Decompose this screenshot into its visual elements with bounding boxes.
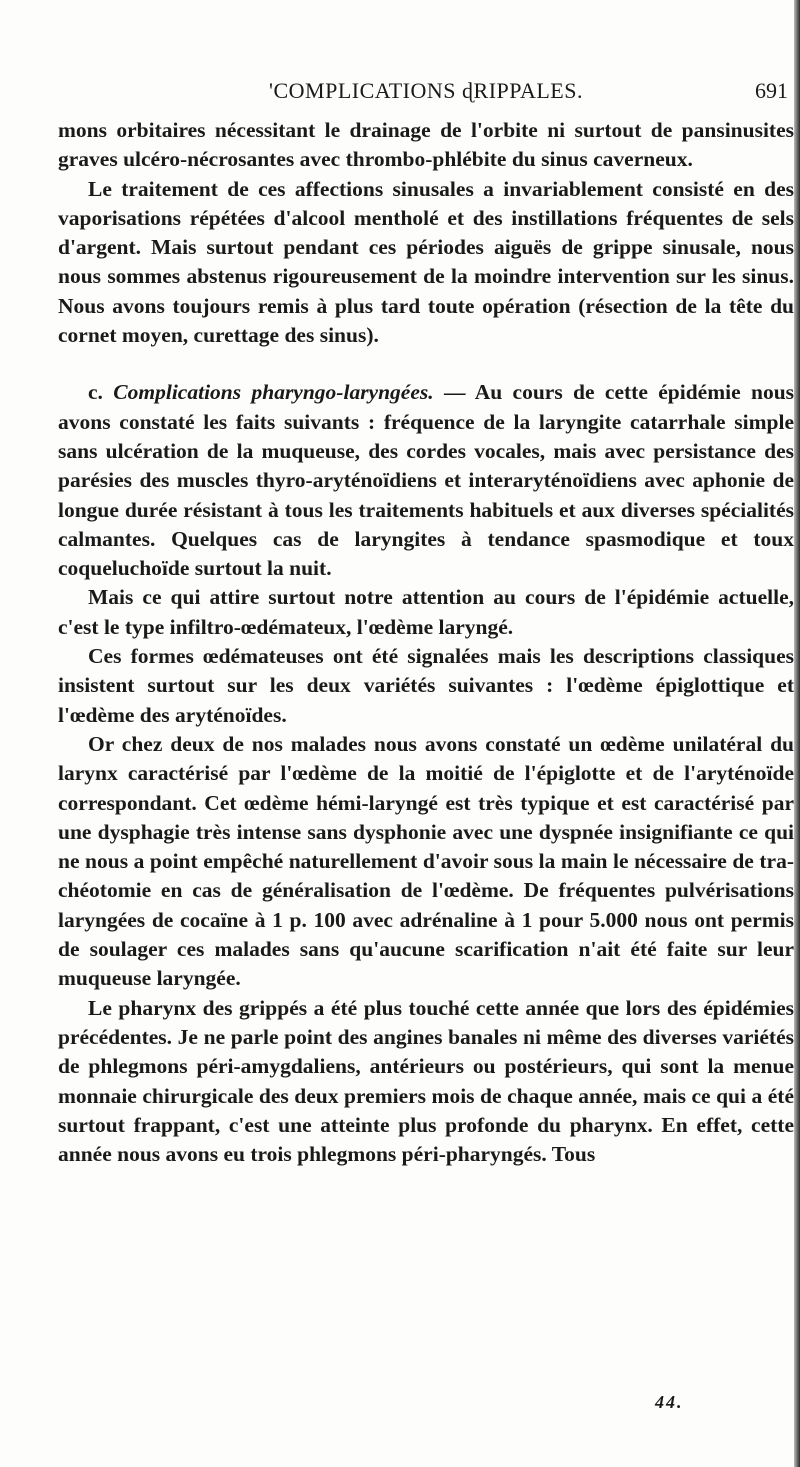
paragraph-3-text: — Au cours de cette épidémie nous avons constaté les faits suivants : fréquence de la laryngite catarrhale simple sans ulcération de la muqueuse, des cordes vocales, mais avec persistance des parésies des muscles thyro-aryténoïdiens et interaryténoïdiens avec aphonie de longue durée résistant à tous les traitements habituels et aux diverses spécialités calmantes. Quelques cas de laryngites à tendance spasmodique et toux coqueluchoïde surtout la nuit.	[58, 380, 795, 581]
paragraph-5: Ces formes œdémateuses ont été signalées mais les descriptions classiques insistent surtout sur les deux variétés suivantes : l'œdème épiglottique et l'œdème des aryténoïdes.	[58, 644, 794, 727]
body-text	[58, 116, 794, 1169]
paragraph-1: mons orbitaires nécessitant le drainage de l'orbite ni surtout de pansinusites graves ulcéro-nécrosantes avec thrombo-phlébite du sinus caverneux.	[58, 118, 794, 172]
page-header	[58, 78, 794, 106]
paragraph-2: Le traitement de ces affections sinusales a invariablement consisté en des vaporisations répétées d'alcool mentholé et des instillations fréquentes de sels d'argent. Mais surtout pendant ces périodes aiguës de grippe sinusale, nous nous sommes abstenus rigoureusement de la moindre intervention sur les sinus. Nous avons toujours remis à plus tard toute opération (résection de la tête du cornet moyen, curettage des sinus).	[58, 176, 794, 348]
section-label: c.	[88, 380, 103, 405]
running-title: 'COMPLICATIONS ɖRIPPALES.	[269, 78, 583, 103]
paragraph-4: Mais ce qui attire surtout notre attention au cours de l'épidémie actuelle, c'est le type infiltro-œdémateux, l'œdème laryngé.	[58, 585, 794, 639]
paragraph-3	[58, 378, 794, 583]
paragraph-7: Le pharynx des grippés a été plus touché cette année que lors des épidémies précédentes. Je ne parle point des angines banales ni même des diverses variétés de phlegmons péri-amygdaliens, antérieurs ou postérieurs, qui sont la menue monnaie chirurgicale des deux premiers mois de chaque année, mais ce qui a été surtout frappant, c'est une atteinte plus profonde du pharynx. En effet, cette année nous avons eu trois phlegmons péri-pharyngés. Tous	[58, 995, 794, 1167]
section-heading: Complications pharyngo-laryngées.	[113, 380, 434, 405]
paragraph-6: Or chez deux de nos malades nous avons constaté un œdème unilatéral du larynx caractérisé par l'œdème de la moitié de l'épiglotte et de l'aryténoïde correspondant. Cet œdème hémi-laryngé est très typique et est caractérisé par une dysphagie très intense sans dysphonie avec une dyspnée insignifiante ce qui ne nous a point empêché naturellement d'avoir sous la main le nécessaire de trachéotomie en cas de généralisation de l'œdème. De fréquentes pulvérisations laryngées de cocaïne à 1 p. 100 avec adrénaline à 1 pour 5.000 nous ont permis de soulager ces malades sans qu'aucune scarification n'ait été faite sur leur muqueuse laryngée.	[58, 731, 794, 991]
signature-mark: 44.	[655, 1392, 684, 1412]
page-number: 691	[755, 78, 788, 103]
